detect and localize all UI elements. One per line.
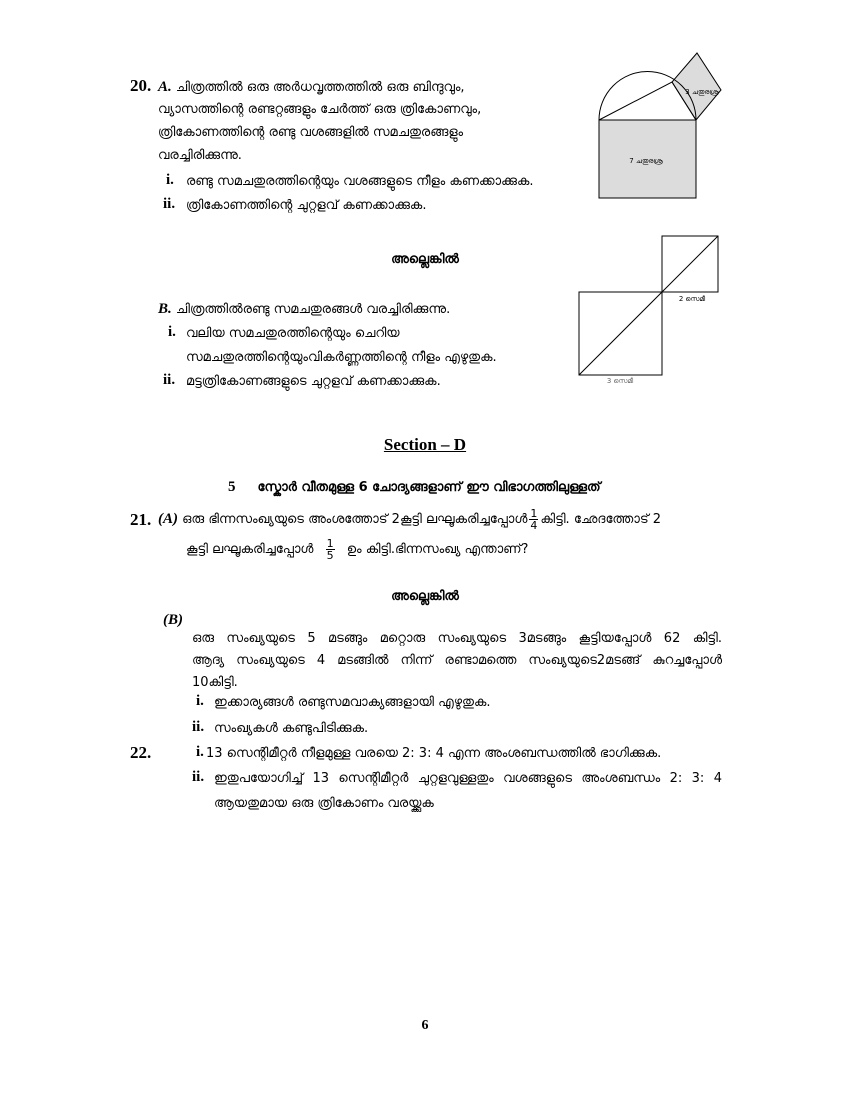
q20b-ii-marker: ii. [163,372,176,388]
small-square-label: 2 സെമീ [678,295,706,303]
q21b-i-text: ഇക്കാര്യങ്ങൾ രണ്ടുസമവാക്യങ്ങളായി എഴുതുക. [214,695,491,710]
q20b-i-marker: i. [168,324,176,340]
section-subtitle-text: സ്കോർ വീതമുള്ള 6 ചോദ്യങ്ങളാണ് ഈ വിഭാഗത്തിലുള്ളത് [257,480,601,495]
section-score-number: 5 [228,479,236,495]
q20b-i-line2: സമചതുരത്തിന്റെയുംവികർണ്ണത്തിന്റെ നീളം എഴുതുക. [186,350,497,365]
large-square-label: 3 സെമീ [606,377,634,385]
q20a-line2: വ്യാസത്തിന്റെ രണ്ടറ്റങ്ങളും ചേർത്ത് ഒരു ത്രികോണവും, [158,102,482,117]
small-square-label: 3 ചതുരശ്ര [685,88,719,96]
q20-or-divider: അല്ലെങ്കിൽ [391,252,459,267]
q20b-intro [158,300,450,319]
q22-i-text: 13 സെന്റിമീറ്റർ നീളമുള്ള വരയെ 2: 3: 4 എന്ന അംശബന്ധത്തിൽ ഭാഗിക്കുക. [206,746,662,761]
q21b-label: (B) [163,612,183,628]
q21a-line2 [186,537,528,563]
fraction-one-quarter [529,508,538,531]
q21a-line2-pre: കൂട്ടി ലഘൂകരിച്ചപ്പോൾ [186,542,314,557]
q21-or-divider: അല്ലെങ്കിൽ [391,589,459,604]
q21a-label: (A) [158,511,178,527]
q20a-i-marker: i. [166,172,174,188]
frac1-denominator: 4 [530,519,538,532]
q21b-line2: ആദ്യ സംഖ്യയുടെ 4 മടങ്ങിൽ നിന്ന് രണ്ടാമത്തെ സംഖ്യയുടെ2മടങ്ങ് കുറച്ചപ്പോൾ [192,653,722,668]
q20b-label: B. [158,301,172,317]
large-square-label: 7 ചതുരശ്ര [629,157,663,165]
q22-i-marker: i. [196,744,204,760]
q20a-ii-marker: ii. [163,196,176,212]
fraction-one-fifth [326,538,335,561]
figure-two-squares [570,228,730,388]
q21a-line1-pre: ഒരു ഭിന്നസംഖ്യയുടെ അംശത്തോട് 2കൂട്ടി ലഘൂകരിച്ചപ്പോൾ [182,512,528,527]
q22-ii-line1: ഇതുപയോഗിച്ച് 13 സെന്റിമീറ്റർ ചുറ്റളവുള്ളതും വശങ്ങളുടെ അംശബന്ധം 2: 3: 4 [214,771,722,786]
q20a-ii-text: ത്രികോണത്തിന്റെ ചുറ്റളവ് കണക്കാക്കുക. [186,198,427,213]
frac2-denominator: 5 [326,549,334,562]
q20a-line1-text: ചിത്രത്തിൽ ഒരു അർധവൃത്തത്തിൽ ഒരു ബിന്ദുവും, [175,80,465,95]
diagonal-line [579,236,718,375]
q20b-ii-text: മട്ടത്രികോണങ്ങളുടെ ചുറ്റളവ് കണക്കാക്കുക. [186,374,441,389]
q20b-i-line1: വലിയ സമചതുരത്തിന്റെയും ചെറിയ [186,326,400,341]
q22-number: 22. [130,743,152,762]
q20a-line3: ത്രികോണത്തിന്റെ രണ്ടു വശങ്ങളിൽ സമചതുരങ്ങളും [158,125,464,140]
q21a-line1 [158,506,661,533]
q20a-label: A. [158,79,172,95]
q20b-intro-text: ചിത്രത്തിൽരണ്ടു സമചതുരങ്ങൾ വരച്ചിരിക്കുന്നു. [175,302,451,317]
page-number: 6 [421,1018,429,1033]
frac2-numerator: 1 [326,537,334,550]
frac1-numerator: 1 [530,507,538,520]
q21b-line1: ഒരു സംഖ്യയുടെ 5 മടങ്ങും മറ്റൊരു സംഖ്യയുടെ 3മടങ്ങും കൂട്ടിയപ്പോൾ 62 കിട്ടി. [192,631,722,646]
q20a-line4: വരച്ചിരിക്കുന്നു. [158,148,242,163]
section-title: Section – D [383,435,467,454]
q20a-i-text: രണ്ടു സമചതുരത്തിന്റെയും വശങ്ങളുടെ നീളം കണക്കാക്കുക. [186,174,534,189]
q21b-ii-text: സംഖ്യകൾ കണ്ടുപിടിക്കുക. [214,721,369,736]
q21b-line3: 10കിട്ടി. [192,675,238,690]
small-square [672,53,721,120]
q21a-line1-post: കിട്ടി. ഛേദത്തോട് 2 [540,512,662,527]
section-subtitle [228,478,601,497]
q22-ii-marker: ii. [192,769,205,785]
q22-ii-line2: ആയതുമായ ഒരു ത്രികോണം വരയ്ക്കുക [214,796,434,811]
q21b-ii-marker: ii. [192,719,205,735]
section-title-wrap [0,435,850,455]
q21a-line2-post: ഉം കിട്ടി.ഭിന്നസംഖ്യ എന്താണ്? [346,542,529,557]
q20-number: 20. [130,76,152,95]
q20a-line1 [158,78,465,97]
q21-number: 21. [130,510,152,529]
q21b-i-marker: i. [196,693,204,709]
figure-semicircle-squares [590,50,740,210]
